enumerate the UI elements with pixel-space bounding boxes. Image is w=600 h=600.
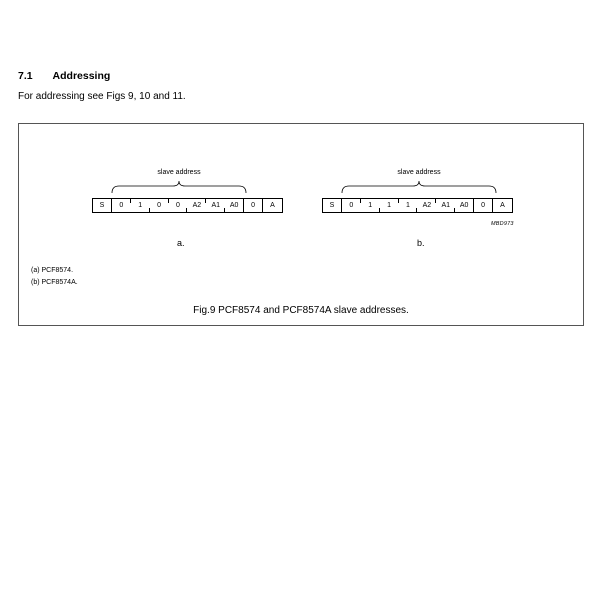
- bit-b-1: 0: [342, 199, 361, 212]
- bit-a-5: A2: [187, 199, 206, 212]
- section-heading: [18, 70, 110, 82]
- bit-a-4: 0: [169, 199, 188, 212]
- section-text: For addressing see Figs 9, 10 and 11.: [18, 91, 186, 102]
- bit-row-b: [322, 198, 513, 213]
- sub-label-a: a.: [177, 238, 185, 248]
- section-number: 7.1: [18, 70, 33, 82]
- figure-box: [18, 123, 584, 326]
- legend-item-a: (a) PCF8574.: [31, 267, 74, 274]
- bit-a-1: 0: [112, 199, 131, 212]
- legend-item-b: (b) PCF8574A.: [31, 279, 78, 286]
- bit-b-3: 1: [380, 199, 399, 212]
- bit-a-3: 0: [150, 199, 169, 212]
- figure-code: MBD973: [491, 221, 514, 227]
- bit-b-4: 1: [399, 199, 418, 212]
- section-title: Addressing: [52, 70, 111, 82]
- bit-b-2: 1: [361, 199, 380, 212]
- bit-a-9: A: [270, 202, 275, 209]
- slave-address-label-a: slave address: [157, 169, 201, 176]
- bit-b-7: A0: [455, 199, 474, 212]
- figure-caption: Fig.9 PCF8574 and PCF8574A slave addresses.: [193, 305, 409, 316]
- bit-b-8: 0: [474, 199, 493, 212]
- bit-a-0: S: [93, 199, 112, 212]
- sub-label-b: b.: [417, 238, 425, 248]
- slave-address-label-b: slave address: [397, 169, 441, 176]
- bit-a-2: 1: [131, 199, 150, 212]
- bit-b-0: S: [323, 199, 342, 212]
- bit-b-5: A2: [417, 199, 436, 212]
- bit-b-6: A1: [436, 199, 455, 212]
- brace-a: [111, 180, 247, 194]
- bit-a-6: A1: [206, 199, 225, 212]
- bit-row-a: [92, 198, 283, 213]
- bit-a-7: A0: [225, 199, 244, 212]
- brace-b: [341, 180, 497, 194]
- bit-b-9: A: [500, 202, 505, 209]
- bit-a-8: 0: [244, 199, 263, 212]
